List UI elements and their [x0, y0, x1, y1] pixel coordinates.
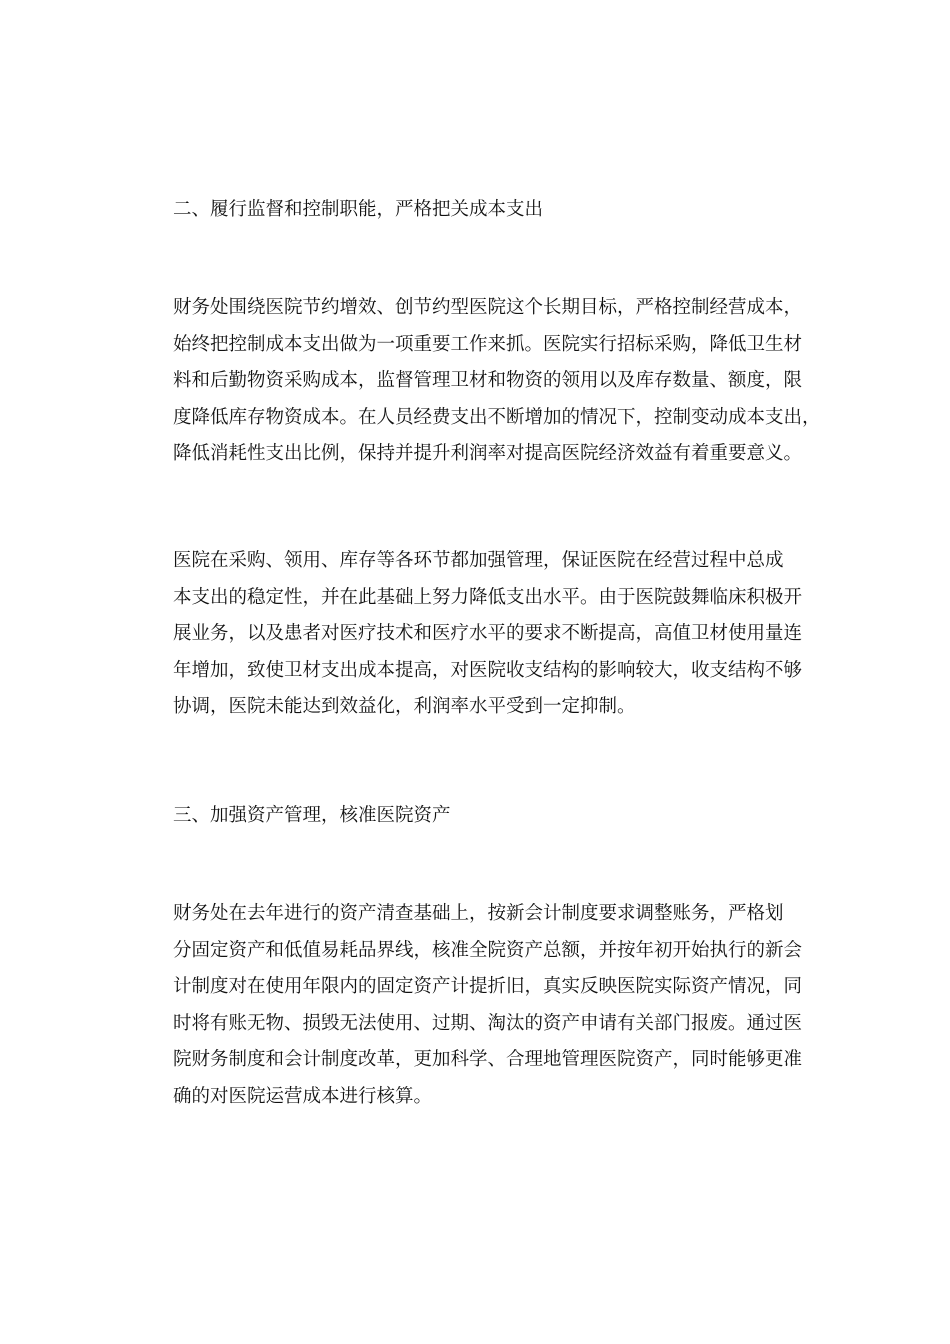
paragraph [145, 290, 835, 473]
section-heading: 三、加强资产管理，核准医院资产 [173, 805, 451, 826]
paragraph-line: 度降低库存物资成本。在人员经费支出不断增加的情况下，控制变动成本支出， [173, 406, 821, 428]
paragraph-line: 年增加，致使卫材支出成本提高，对医院收支结构的影响较大，收支结构不够 [173, 659, 803, 681]
paragraph-line: 料和后勤物资采购成本，监督管理卫材和物资的领用以及库存数量、额度，限 [173, 370, 803, 391]
paragraph-line: 医院在采购、领用、库存等各环节都加强管理，保证医院在经营过程中总成 [173, 550, 784, 571]
paragraph-line: 计制度对在使用年限内的固定资产计提折旧，真实反映医院实际资产情况，同 [173, 976, 803, 997]
paragraph-line: 展业务，以及患者对医疗技术和医疗水平的要求不断提高，高值卫材使用量连 [173, 623, 803, 644]
paragraph-line: 降低消耗性支出比例，保持并提升利润率对提高医院经济效益有着重要意义。 [173, 443, 803, 464]
paragraph [145, 543, 835, 726]
paragraph-line: 确的对医院运营成本进行核算。 [173, 1085, 433, 1107]
paragraph-line: 财务处围绕医院节约增效、创节约型医院这个长期目标，严格控制经营成本， [173, 297, 803, 318]
paragraph-line: 协调，医院未能达到效益化，利润率水平受到一定抑制。 [173, 696, 636, 717]
paragraph-line: 始终把控制成本支出做为一项重要工作来抓。医院实行招标采购，降低卫生材 [173, 333, 803, 355]
paragraph-line: 财务处在去年进行的资产清查基础上，按新会计制度要求调整账务，严格划 [173, 903, 784, 924]
paragraph-line: 本支出的稳定性，并在此基础上努力降低支出水平。由于医院鼓舞临床积极开 [173, 586, 803, 608]
section-heading: 二、履行监督和控制职能，严格把关成本支出 [173, 199, 544, 220]
paragraph-line: 分固定资产和低值易耗品界线，核准全院资产总额，并按年初开始执行的新会 [173, 939, 803, 961]
paragraph-line: 时将有账无物、损毁无法使用、过期、淘汰的资产申请有关部门报废。通过医 [173, 1012, 803, 1034]
paragraph-line: 院财务制度和会计制度改革，更加科学、合理地管理医院资产，同时能够更准 [173, 1049, 803, 1070]
paragraph [145, 896, 835, 1115]
